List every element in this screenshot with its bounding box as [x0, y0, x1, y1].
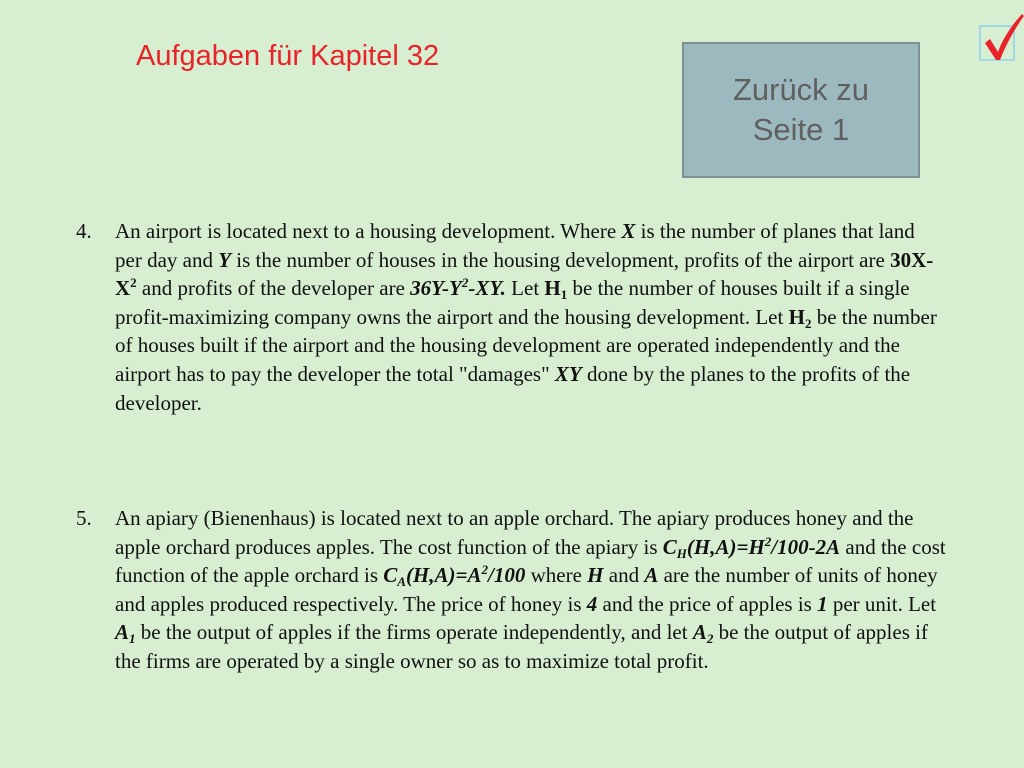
task-text: An apiary (Bienenhaus) is located next to an apple orchard. The apiary produces honey and the apple orchard produces apples. The cost function of the apiary is $C_H(H,A)=H^2/100-2A$ and the cost function of the apple orchard is $C_A(H,A)=A^2/100$ where H and A are the number of units of honey and apples produced respectively. The price of honey is 4 and the price of apples is 1 per unit. Let $A_1$ be the output of apples if the firms operate independently, and let $A_2$ be the output of apples if the firms are operated by a single owner so as to maximize total profit.	[115, 506, 946, 673]
task-number: 5.	[76, 506, 92, 530]
checkmark-icon-graphic	[976, 12, 1024, 56]
task-number: 4.	[76, 219, 92, 243]
checkmark-path	[985, 14, 1024, 60]
task-5	[76, 504, 946, 676]
task-text: An airport is located next to a housing development. Where X is the number of planes that land per day and Y is the number of houses in the housing development, profits of the airport are $30X-X^2$ and profits of the developer are $36Y-Y^2-XY$. Let $H_1$ be the number of houses built if a single profit-maximizing company owns the airport and the housing development. Let $H_2$ be the number of houses built if the airport and the housing development are operated independently and the airport has to pay the developer the total "damages" XY done by the planes to the profits of the developer.	[115, 219, 937, 415]
back-button-label-line2: Seite 1	[752, 112, 850, 147]
task-4	[76, 217, 946, 417]
checkmark-icon[interactable]	[980, 26, 1014, 60]
page-title: Aufgaben für Kapitel 32	[136, 40, 440, 72]
back-button-label-line1: Zurück zu	[732, 72, 870, 107]
back-button-label	[706, 70, 896, 150]
back-to-page-1-button[interactable]	[682, 42, 920, 178]
